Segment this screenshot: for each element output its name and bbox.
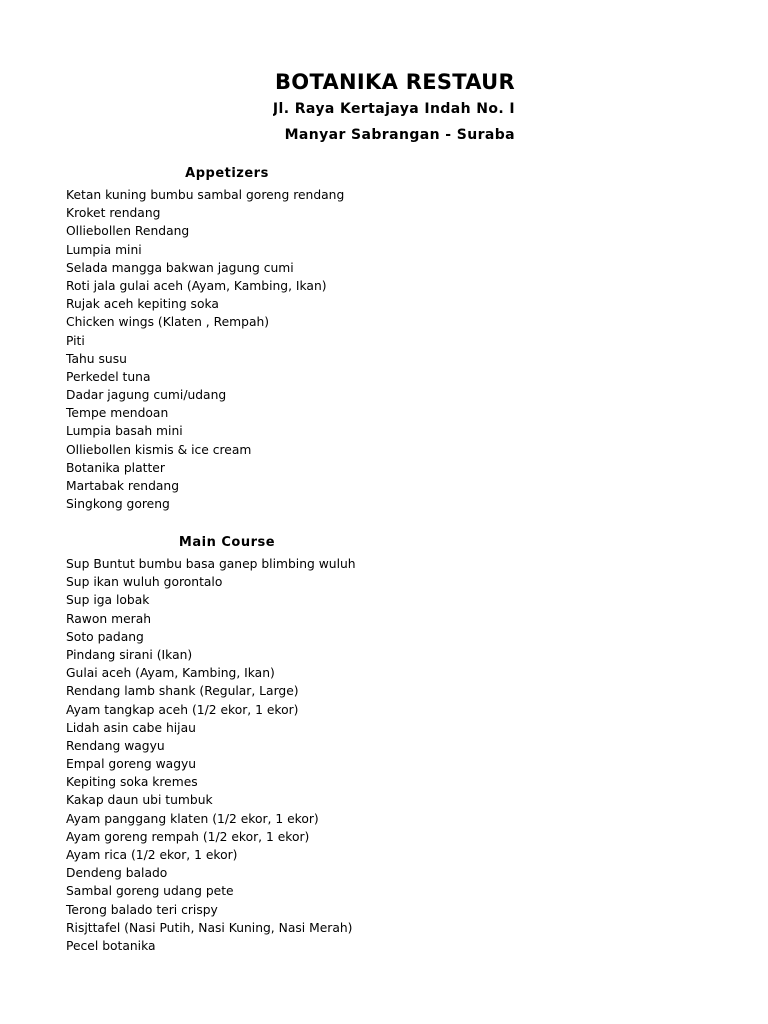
menu-item: Soto padang: [66, 629, 144, 644]
menu-item: Chicken wings (Klaten , Rempah): [66, 315, 270, 330]
menu-item: Risjttafel (Nasi Putih, Nasi Kuning, Nasi Merah): [66, 920, 353, 935]
menu-item: Ayam rica (1/2 ekor, 1 ekor): [66, 848, 238, 862]
menu-item: Piti: [66, 333, 85, 348]
menu-item: Lumpia mini: [66, 242, 142, 257]
menu-item: Selada mangga bakwan jagung cumi: [66, 260, 294, 275]
menu-item: Rujak aceh kepiting soka: [66, 297, 219, 312]
menu-item: Kepiting soka kremes: [66, 775, 198, 790]
menu-item: Tahu susu: [66, 351, 127, 366]
menu-item: Kakap daun ubi tumbuk: [66, 793, 213, 808]
menu-item: Sambal goreng udang pete: [66, 884, 234, 899]
menu-item: Olliebollen kismis & ice cream: [66, 442, 252, 457]
main-course-heading: Main Course: [178, 535, 276, 550]
menu-item: Ketan kuning bumbu sambal goreng rendang: [66, 188, 345, 202]
menu-item: Pindang sirani (Ikan): [66, 647, 193, 662]
menu-item: Lidah asin cabe hijau: [66, 720, 196, 735]
menu-item: Empal goreng wagyu: [66, 757, 197, 772]
menu-item: Terong balado teri crispy: [66, 902, 218, 917]
menu-item: Lumpia basah mini: [66, 424, 183, 439]
menu-item: Ayam panggang klaten (1/2 ekor, 1 ekor): [66, 811, 319, 826]
menu-item: Sup Buntut bumbu basa ganep blimbing wuluh: [66, 557, 356, 571]
menu-item: Pecel botanika: [66, 938, 156, 953]
menu-item: Rawon merah: [66, 611, 152, 626]
address-line-1: Jl. Raya Kertajaya Indah No. I: [272, 101, 515, 117]
appetizers-heading: Appetizers: [185, 166, 269, 181]
menu-item: Botanika platter: [66, 460, 165, 475]
restaurant-title: BOTANIKA RESTAUR: [275, 70, 515, 94]
menu-item: Rendang wagyu: [66, 738, 165, 753]
menu-item: Roti jala gulai aceh (Ayam, Kambing, Ikan): [66, 278, 327, 293]
menu-item: Tempe mendoan: [66, 406, 169, 421]
menu-item: Singkong goreng: [66, 497, 170, 512]
menu-item: Dadar jagung cumi/udang: [66, 388, 227, 403]
menu-item: Rendang lamb shank (Regular, Large): [66, 684, 299, 699]
menu-item: Olliebollen Rendang: [66, 224, 190, 239]
menu-item: Sup iga lobak: [66, 593, 150, 608]
menu-item: Kroket rendang: [66, 206, 161, 221]
menu-item: Sup ikan wuluh gorontalo: [66, 575, 223, 590]
address-line-2: Manyar Sabrangan - Suraba: [284, 127, 515, 143]
menu-item: Dendeng balado: [66, 866, 168, 881]
menu-item: Martabak rendang: [66, 479, 180, 493]
menu-item: Ayam tangkap aceh (1/2 ekor, 1 ekor): [66, 702, 299, 717]
main-course-list: [66, 555, 356, 955]
appetizers-list: [66, 186, 344, 513]
menu-item: Perkedel tuna: [66, 369, 151, 384]
menu-item: Ayam goreng rempah (1/2 ekor, 1 ekor): [66, 829, 310, 844]
menu-item: Gulai aceh (Ayam, Kambing, Ikan): [66, 666, 275, 681]
